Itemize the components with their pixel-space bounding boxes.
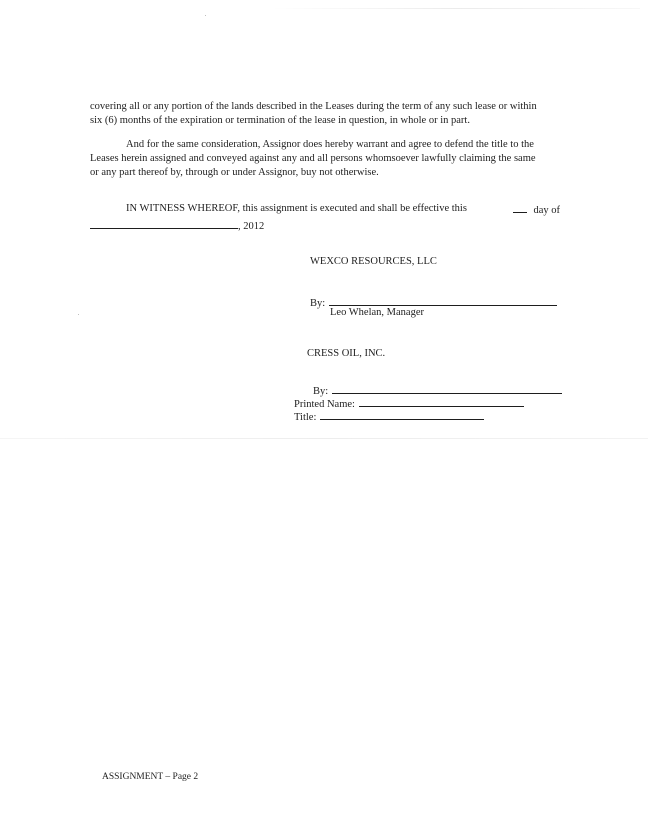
signature-blank xyxy=(332,383,562,394)
scan-speck xyxy=(78,314,79,315)
printed-name-blank xyxy=(359,396,524,407)
page-footer: ASSIGNMENT – Page 2 xyxy=(102,772,199,782)
lease-term-paragraph xyxy=(90,100,560,128)
assignee-company-name: CRESS OIL, INC. xyxy=(307,348,386,359)
paragraph-line: six (6) months of the expiration or termination of the lease in question, in whole or in part. xyxy=(90,115,470,126)
witness-paragraph xyxy=(90,202,560,234)
witness-date-line xyxy=(90,218,560,234)
printed-name-label: Printed Name: xyxy=(294,399,355,410)
scan-speck xyxy=(205,15,206,16)
paragraph-line: And for the same consideration, Assignor does hereby warrant and agree to defend the title to the xyxy=(126,139,534,150)
scan-artifact-middle xyxy=(0,438,648,439)
paragraph-line: covering all or any portion of the lands described in the Leases during the term of any such lease or within xyxy=(90,101,537,112)
title-line xyxy=(294,409,484,424)
title-blank xyxy=(320,409,484,420)
by-label: By: xyxy=(313,386,329,397)
witness-line xyxy=(90,202,560,218)
assignor-company-name: WEXCO RESOURCES, LLC xyxy=(310,256,437,267)
warranty-paragraph xyxy=(90,138,560,180)
title-label: Title: xyxy=(294,412,317,423)
day-blank xyxy=(513,202,527,213)
assignor-signer-name: Leo Whelan, Manager xyxy=(330,307,424,318)
paragraph-line: or any part thereof by, through or under Assignor, buy not otherwise. xyxy=(90,167,379,178)
witness-lead-text: IN WITNESS WHEREOF, this assignment is executed and shall be effective this xyxy=(126,203,467,214)
witness-year-text: , 2012 xyxy=(238,221,265,232)
witness-day-text: day of xyxy=(533,205,560,216)
paragraph-line: Leases herein assigned and conveyed against any and all persons whomsoever lawfully claiming the same xyxy=(90,153,536,164)
month-blank xyxy=(90,218,238,229)
by-label: By: xyxy=(310,298,326,309)
signature-blank xyxy=(329,295,557,306)
scan-artifact-top xyxy=(270,8,640,9)
